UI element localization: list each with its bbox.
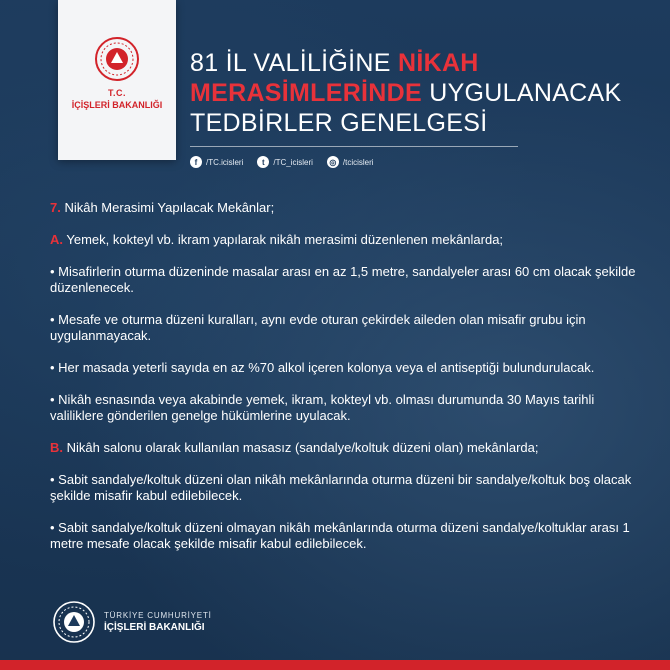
- footer-brand: [52, 600, 212, 644]
- section-a-marker: A.: [50, 232, 63, 247]
- bullet-antiseptic: • Her masada yeterli sayıda en az %70 alkol içeren kolonya veya el antiseptiği bulundurulacak.: [50, 360, 595, 375]
- instagram-icon: ◎: [327, 156, 339, 168]
- footer-country: TÜRKİYE CUMHURİYETİ: [104, 611, 212, 620]
- title-line-2-white: UYGULANACAK: [421, 79, 622, 107]
- title-line-3: TEDBİRLER GENELGESİ: [190, 109, 488, 137]
- section-b-heading: [50, 440, 650, 456]
- social-links: [190, 156, 374, 168]
- footer-ministry: İÇİŞLERİ BAKANLIĞI: [104, 622, 205, 633]
- bullet-seating-distance: • Misafirlerin oturma düzeninde masalar arası en az 1,5 metre, sandalyeler arası 60 cm olacak şekilde düzenlenecek.: [50, 264, 636, 295]
- section-b-marker: B.: [50, 440, 63, 455]
- title-divider: [190, 146, 518, 147]
- section-7-heading: [50, 200, 650, 216]
- bullet-movable-seating: • Sabit sandalye/koltuk düzeni olmayan nikâh mekânlarında oturma düzeni sandalye/koltuklar arası 1 metre mesafe olacak şekilde misafir kabul edilebilecek.: [50, 520, 630, 551]
- title-line-1: [190, 48, 660, 78]
- ribbon-ministry: İÇİŞLERİ BAKANLIĞI: [71, 100, 163, 110]
- section-7-text: Nikâh Merasimi Yapılacak Mekânlar;: [60, 200, 275, 215]
- page-title: [190, 48, 660, 138]
- ribbon-tc: T.C.: [107, 88, 126, 98]
- social-twitter[interactable]: [257, 156, 313, 168]
- social-facebook[interactable]: [190, 156, 243, 168]
- social-facebook-label: /TC.icisleri: [206, 157, 244, 167]
- section-a-heading: [50, 232, 650, 248]
- facebook-icon: f: [190, 156, 202, 168]
- footer-text: [104, 611, 212, 633]
- ministry-emblem-icon: [52, 600, 96, 644]
- section-b-text: Nikâh salonu olarak kullanılan masasız (sandalye/koltuk düzeni olan) mekânlarda;: [63, 440, 539, 455]
- title-line-1-red: NİKAH: [397, 49, 479, 77]
- social-twitter-label: /TC_icisleri: [273, 157, 313, 167]
- circular-body: [50, 200, 650, 568]
- social-instagram[interactable]: [327, 156, 374, 168]
- title-line-2-red: MERASİMLERİNDE: [190, 79, 422, 107]
- title-line-2: [190, 78, 660, 108]
- section-7-marker: 7.: [50, 200, 61, 215]
- bottom-accent-bar: [0, 660, 670, 670]
- bullet-catering-rules: • Nikâh esnasında veya akabinde yemek, ikram, kokteyl vb. olması durumunda 30 Mayıs tarihli valiliklere gönderilen genelge hükümlerine uyulacak.: [50, 392, 595, 423]
- ministry-ribbon: [58, 0, 176, 160]
- bullet-household-exception: • Mesafe ve oturma düzeni kuralları, aynı evde oturan çekirdek aileden olan misafir grubu için uygulanmayacak.: [50, 312, 586, 343]
- title-line-1-white: 81 İL VALİLİĞİNE: [190, 49, 398, 77]
- ministry-emblem-icon: [94, 36, 140, 82]
- social-instagram-label: /tcicisleri: [342, 157, 374, 167]
- section-a-text: Yemek, kokteyl vb. ikram yapılarak nikâh merasimi düzenlenen mekânlarda;: [63, 232, 504, 247]
- twitter-icon: t: [257, 156, 269, 168]
- bullet-fixed-seating: • Sabit sandalye/koltuk düzeni olan nikâh mekânlarında oturma düzeni bir sandalye/koltuk boş olacak şekilde misafir kabul edilebilecek.: [50, 472, 632, 503]
